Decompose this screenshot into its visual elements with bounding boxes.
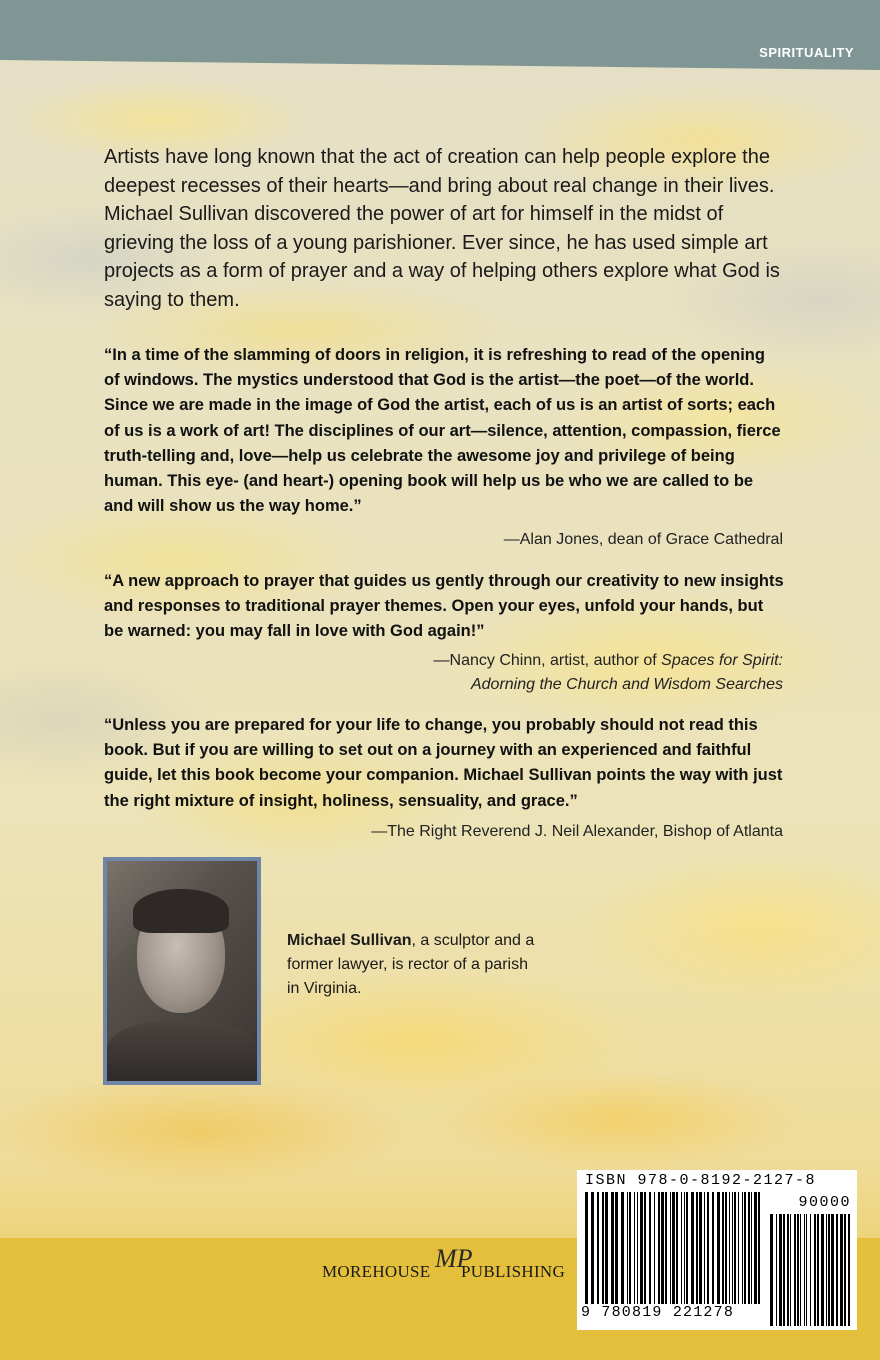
barcode-bar — [810, 1214, 811, 1326]
barcode-bar — [665, 1192, 667, 1304]
endorsement-quote: “In a time of the slamming of doors in religion, it is refreshing to read of the opening of windows. The mystics understood that God is the artist—the poet—of the world. Since we are made in the image of God the artist, each of us is an artist of sorts; each of us is a work of art! The disciplines of our art—silence, attention, compassion, fierce truth-telling and, love—help us celebrate the awesome joy and privilege of being human. This eye- (and heart-) opening book will help us be who we are called to be and will show us the way home.” — [104, 346, 781, 516]
author-photo — [103, 857, 261, 1085]
barcode-bar — [742, 1192, 743, 1304]
barcode-bar — [794, 1214, 796, 1326]
barcode-bar — [670, 1192, 671, 1304]
book-description: Artists have long known that the act of creation can help people explore the deepest recesses of their hearts—and bring about real change in their lives. Michael Sullivan discovered the power of art for himself in the midst of grieving the loss of a young parishioner. Ever since, he has used simple art projects as a form of prayer and a way of helping others explore what God is saying to them. — [104, 146, 780, 311]
barcode-bar — [734, 1192, 736, 1304]
barcode-bar — [696, 1192, 698, 1304]
author-bio — [287, 929, 537, 1001]
barcode-bar — [672, 1192, 675, 1304]
attribution-prefix: —Nancy Chinn, artist, author of — [433, 652, 662, 669]
barcode-bar — [844, 1214, 846, 1326]
barcode-bar — [797, 1214, 799, 1326]
isbn-label: ISBN 978-0-8192-2127-8 — [585, 1172, 817, 1189]
barcode-bar — [602, 1192, 604, 1304]
barcode-bar — [654, 1192, 655, 1304]
barcode-bar — [848, 1214, 850, 1326]
barcode-bar — [738, 1192, 739, 1304]
barcode-bar — [676, 1192, 678, 1304]
barcode-bar — [691, 1192, 694, 1304]
barcode-bar — [704, 1192, 705, 1304]
barcode-bar — [790, 1214, 791, 1326]
barcode-bar — [585, 1192, 588, 1304]
ean-number: 9 780819 221278 — [581, 1304, 735, 1321]
barcode-bar — [754, 1192, 757, 1304]
publisher-name-right: PUBLISHING — [461, 1262, 566, 1281]
barcode-bar — [831, 1214, 834, 1326]
barcode-bar — [836, 1214, 838, 1326]
barcode-bar — [591, 1192, 594, 1304]
barcode-bar — [817, 1214, 819, 1326]
barcode-bar — [744, 1192, 746, 1304]
barcode-bar — [804, 1214, 805, 1326]
barcode-bar — [748, 1192, 750, 1304]
barcode-bar — [621, 1192, 624, 1304]
top-color-band — [0, 0, 880, 70]
barcode-bar — [729, 1192, 730, 1304]
barcode-bar — [751, 1192, 752, 1304]
barcode-bar — [732, 1192, 733, 1304]
barcode-bar — [787, 1214, 789, 1326]
barcode-bar — [640, 1192, 643, 1304]
barcode-bar — [615, 1192, 618, 1304]
barcode-bar — [800, 1214, 801, 1326]
endorsement-quote: “A new approach to prayer that guides us gently through our creativity to new insights and responses to traditional prayer themes. Open your eyes, unfold your hands, but be warned: you may fall in love with God again!” — [104, 572, 784, 641]
endorsement-attribution — [434, 649, 783, 697]
barcode-bar — [699, 1192, 702, 1304]
price-code: 90000 — [798, 1194, 851, 1211]
barcode-bar — [814, 1214, 816, 1326]
barcode-bar — [725, 1192, 727, 1304]
barcode — [577, 1170, 857, 1330]
barcode-bar — [826, 1214, 827, 1326]
barcode-bar — [686, 1192, 688, 1304]
barcode-bar — [776, 1214, 777, 1326]
barcode-bars-addon — [770, 1214, 850, 1326]
endorsement-attribution: —Alan Jones, dean of Grace Cathedral — [503, 531, 783, 548]
barcode-bar — [821, 1214, 824, 1326]
barcode-bar — [722, 1192, 724, 1304]
publisher-name-left: MOREHOUSE — [322, 1262, 431, 1281]
barcode-bar — [783, 1214, 785, 1326]
barcode-bar — [605, 1192, 608, 1304]
category-label: SPIRITUALITY — [759, 45, 854, 60]
photo-hair — [133, 889, 229, 933]
barcode-bars-main — [585, 1192, 760, 1304]
barcode-bar — [806, 1214, 807, 1326]
barcode-bar — [684, 1192, 685, 1304]
barcode-bar — [681, 1192, 682, 1304]
barcode-bar — [661, 1192, 664, 1304]
barcode-bar — [627, 1192, 628, 1304]
barcode-bar — [770, 1214, 773, 1326]
author-bio-text: , a sculptor and a former lawyer, is rector of a parish in Virginia. — [287, 932, 535, 997]
barcode-bar — [828, 1214, 830, 1326]
book-title: Adorning the Church and Wisdom Searches — [470, 676, 783, 693]
barcode-bar — [758, 1192, 760, 1304]
barcode-bar — [629, 1192, 631, 1304]
barcode-bar — [707, 1192, 709, 1304]
barcode-bar — [658, 1192, 660, 1304]
barcode-bar — [712, 1192, 714, 1304]
endorsement-quote: “Unless you are prepared for your life to change, you probably should not read this book. But if you are willing to set out on a journey with an experienced and faithful guide, let this book become your companion. Michael Sullivan points the way with just the right mixture of insight, holiness, sensuality, and grace.” — [104, 716, 783, 810]
book-title: Spaces for Spirit: — [661, 652, 783, 669]
barcode-bar — [840, 1214, 843, 1326]
barcode-bar — [597, 1192, 599, 1304]
endorsement-attribution: —The Right Reverend J. Neil Alexander, Bishop of Atlanta — [371, 823, 783, 840]
barcode-bar — [637, 1192, 638, 1304]
barcode-bar — [649, 1192, 651, 1304]
barcode-bar — [644, 1192, 646, 1304]
photo-shirt — [107, 1021, 257, 1085]
publisher-logo-mark: MP — [435, 1244, 473, 1273]
author-name: Michael Sullivan — [287, 932, 412, 949]
barcode-bar — [717, 1192, 720, 1304]
barcode-bar — [779, 1214, 782, 1326]
barcode-bar — [634, 1192, 635, 1304]
barcode-bar — [611, 1192, 614, 1304]
